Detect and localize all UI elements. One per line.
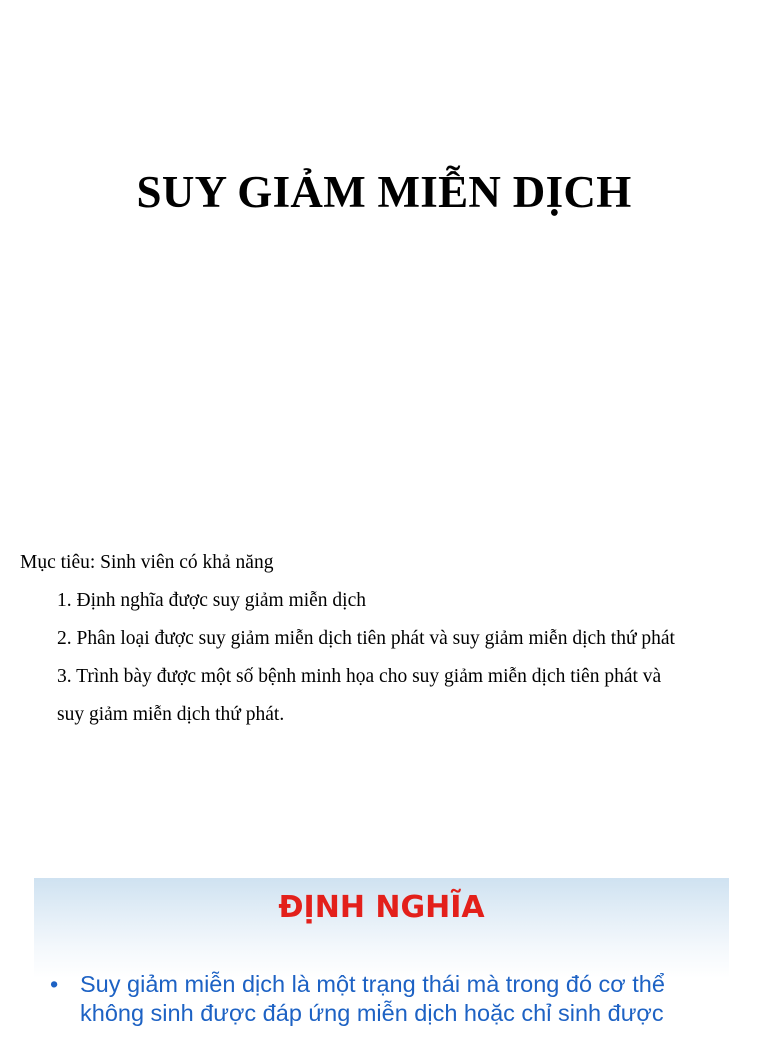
- definition-slide: [34, 878, 729, 1038]
- objective-item-3: 3. Trình bày được một số bệnh minh họa cho suy giảm miễn dịch tiên phát và: [57, 666, 662, 687]
- bullet-text-line-1: Suy giảm miễn dịch là một trạng thái mà trong đó cơ thể: [80, 971, 665, 997]
- document-title: SUY GIẢM MIỄN DỊCH: [136, 167, 632, 217]
- bullet-item: [48, 970, 728, 1028]
- objective-item-2: 2. Phân loại được suy giảm miễn dịch tiên phát và suy giảm miễn dịch thứ phát: [57, 628, 675, 649]
- bullet-text-line-2: không sinh được đáp ứng miễn dịch hoặc chỉ sinh được: [80, 1000, 664, 1026]
- objective-item-1: 1. Định nghĩa được suy giảm miễn dịch: [57, 590, 367, 611]
- objective-item-3-continuation: suy giảm miễn dịch thứ phát.: [57, 704, 285, 725]
- bullet-icon: •: [50, 971, 59, 997]
- slide-body: [48, 970, 728, 1028]
- bullet-text: [80, 970, 665, 1028]
- slide-title: ĐỊNH NGHĨA: [278, 890, 485, 925]
- objectives-section: [20, 544, 760, 734]
- objectives-intro: Mục tiêu: Sinh viên có khả năng: [20, 552, 274, 573]
